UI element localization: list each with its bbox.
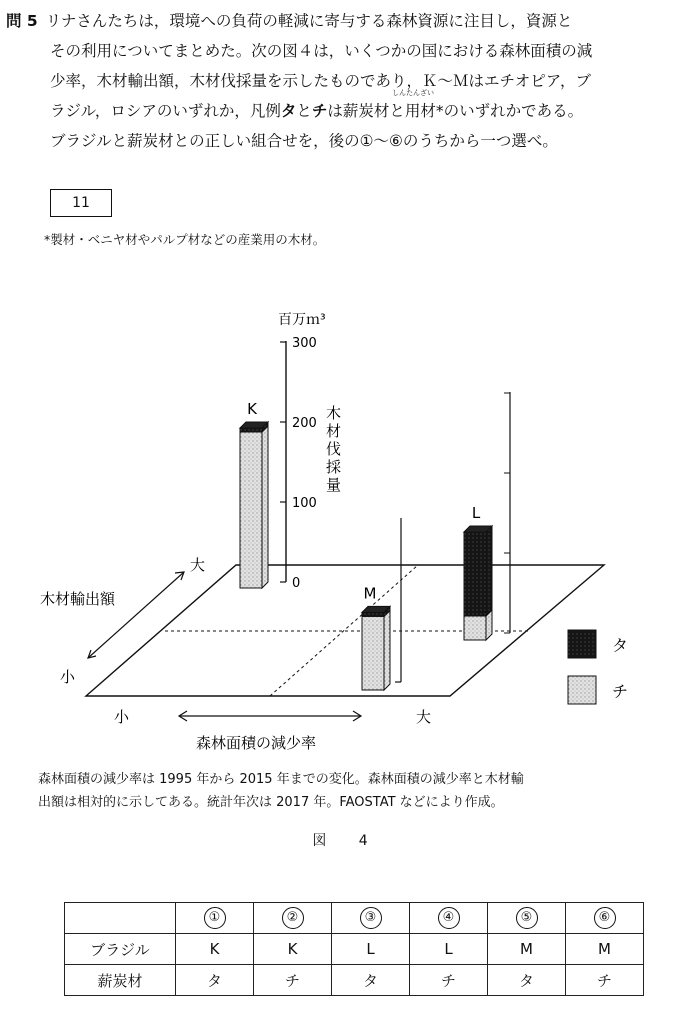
figure-note — [38, 768, 658, 814]
cell-brazil-1: K — [176, 934, 254, 965]
bar-side-L-タ — [486, 526, 492, 616]
y-axis-unit: 百万ｍ³ — [278, 312, 326, 328]
y-axis-label: 木材伐採量 — [326, 404, 342, 494]
question-line-4: ラジル，ロシアのいずれか，凡例タとチは薪炭材と用材*のいずれかである。 しんたんざい — [50, 89, 584, 120]
figure-note-line-2: 出額は相対的に示してある。統計年次は 2017 年。FAOSTAT などにより作成。 — [38, 795, 504, 810]
cell-fuelwood-6: チ — [566, 965, 644, 996]
question-label: 問 5 — [6, 12, 38, 30]
choices-table — [64, 902, 644, 996]
cell-fuelwood-3: タ — [332, 965, 410, 996]
x-axis-large: 大 — [416, 708, 432, 726]
y-tick-label-100: 100 — [292, 496, 317, 511]
bar-label-L: L — [471, 504, 481, 522]
question-line-1: リナさんたちは，環境への負荷の軽減に寄与する森林資源に注目し，資源と — [45, 12, 573, 30]
legend-label-ta: タ — [612, 636, 629, 655]
figure-note-line-1: 森林面積の減少率は 1995 年から 2015 年までの変化。森林面積の減少率と木材輸 — [38, 772, 524, 787]
choice-number-2: ② — [282, 907, 304, 929]
bars-group — [240, 400, 492, 690]
bar-label-K: K — [247, 400, 257, 418]
y-tick-label-300: 300 — [292, 336, 317, 351]
choice-number-5: ⑤ — [516, 907, 538, 929]
bar-L-チ — [464, 616, 486, 640]
answer-box: 11 — [50, 189, 112, 217]
bar-M-タ — [362, 612, 384, 616]
depth-axis-small: 小 — [60, 668, 76, 686]
y-tick-label-0: 0 — [292, 576, 301, 591]
cell-fuelwood-4: チ — [410, 965, 488, 996]
depth-axis-large: 大 — [190, 556, 206, 574]
question-line-2: その利用についてまとめた。次の図４は，いくつかの国における森林面積の減 — [50, 42, 593, 60]
cell-fuelwood-1: タ — [176, 965, 254, 996]
bar-label-M: M — [363, 584, 377, 603]
choices-header-row — [65, 903, 644, 934]
legend-chi-ref: チ — [311, 102, 328, 120]
choices-row-brazil — [65, 934, 644, 965]
bar-side-K-チ — [262, 426, 268, 588]
cell-fuelwood-5: タ — [488, 965, 566, 996]
choice-number-1: ① — [204, 907, 226, 929]
cell-brazil-6: M — [566, 934, 644, 965]
cell-brazil-2: K — [254, 934, 332, 965]
bar-M-チ — [362, 616, 384, 690]
ruby-shintanzai: しんたんざい — [392, 89, 434, 97]
row-label-fuelwood: 薪炭材 — [65, 965, 176, 996]
bar-K-タ — [240, 428, 262, 432]
choices-row-fuelwood — [65, 965, 644, 996]
figure-caption: 図 4 — [312, 833, 382, 849]
x-axis-label: 森林面積の減少率 — [196, 734, 317, 752]
cell-fuelwood-2: チ — [254, 965, 332, 996]
cell-brazil-3: L — [332, 934, 410, 965]
question-line-3: 少率，木材輸出額，木材伐採量を示したものであり，Ｋ～Ｍはエチオピア，ブ — [50, 72, 591, 90]
legend-ta-ref: タ — [280, 102, 297, 120]
bar-side-M-チ — [384, 610, 390, 690]
footnote: *製材・ベニヤ材やパルプ材などの産業用の木材。 — [44, 232, 326, 247]
bar-K-チ — [240, 432, 262, 588]
x-axis-small: 小 — [114, 708, 130, 726]
bar-L-タ — [464, 532, 486, 616]
y-tick-label-200: 200 — [292, 416, 317, 431]
choice-number-4: ④ — [438, 907, 460, 929]
legend — [568, 630, 628, 704]
question-line-5: ブラジルと薪炭材との正しい組合せを，後の①～⑥のうちから一つ選べ。 — [50, 132, 558, 150]
legend-swatch-ta — [568, 630, 596, 658]
choice-number-3: ③ — [360, 907, 382, 929]
depth-axis-label: 木材輸出額 — [40, 590, 116, 608]
legend-swatch-chi — [568, 676, 596, 704]
legend-label-chi: チ — [612, 682, 629, 701]
choice-number-6: ⑥ — [594, 907, 616, 929]
cell-brazil-5: M — [488, 934, 566, 965]
depth-axis-arrow — [88, 572, 184, 658]
row-label-brazil: ブラジル — [65, 934, 176, 965]
cell-brazil-4: L — [410, 934, 488, 965]
choices-corner — [65, 903, 176, 934]
